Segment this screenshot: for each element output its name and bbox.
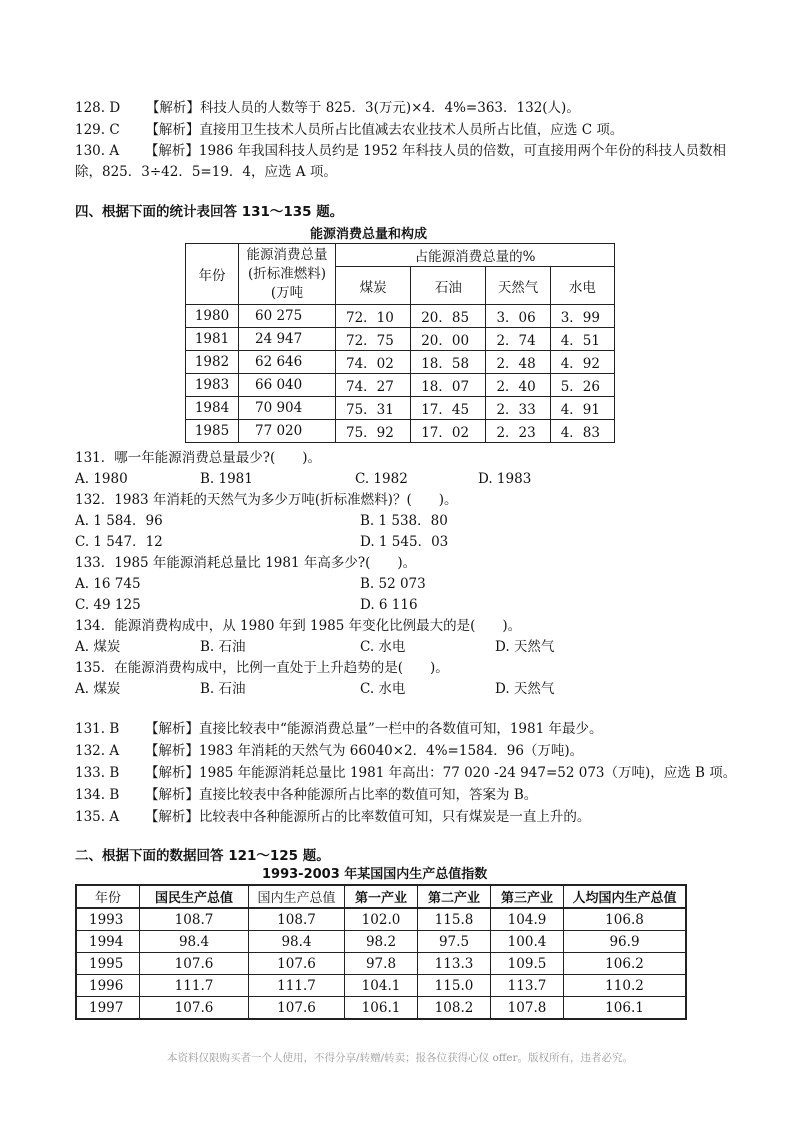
cell: 98.2 <box>345 931 418 953</box>
cell-year: 1984 <box>186 397 239 420</box>
table-row <box>186 397 615 420</box>
cell: 97.5 <box>418 931 491 953</box>
header-gdp: 国内生产总值 <box>249 885 345 908</box>
answer-number: 129. C <box>75 122 120 138</box>
option-b: B. 石油 <box>200 681 246 697</box>
answer-text: 科技人员的人数等于 825．3(万元)×4．4%=363．132(人)。 <box>199 100 580 116</box>
table-row <box>76 953 686 975</box>
answer-tag: 【解析】 <box>145 765 200 781</box>
cell: 113.3 <box>418 953 491 975</box>
question-stem: 133．1985 年能源消耗总量比 1981 年高多少?( )。 <box>75 555 417 571</box>
answer-number: 132. A <box>75 743 120 759</box>
cell: 100.4 <box>491 931 564 953</box>
question-stem: 134．能源消费构成中，从 1980 年到 1985 年变化比例最大的是( )。 <box>75 618 522 634</box>
cell-oil: 20．00 <box>411 328 486 351</box>
cell-oil: 17．45 <box>411 397 486 420</box>
option-c: C. 水电 <box>360 681 406 697</box>
question-stem: 131．哪一年能源消费总量最少?( )。 <box>75 450 322 466</box>
cell: 108.2 <box>418 997 491 1020</box>
option-a: A. 1980 <box>75 471 128 487</box>
cell: 97.8 <box>345 953 418 975</box>
cell-hydro: 4．51 <box>550 328 614 351</box>
answer-number: 128. D <box>75 100 121 116</box>
cell: 98.4 <box>249 931 345 953</box>
header-hydro: 水电 <box>550 267 614 305</box>
header-gas: 天然气 <box>486 267 550 305</box>
table-row <box>186 374 615 397</box>
answer-line-continued: 除，825．3÷42．5=19．4，应选 A 项。 <box>75 164 337 180</box>
cell-gas: 2．23 <box>486 420 550 443</box>
cell: 107.6 <box>140 997 249 1020</box>
cell: 102.0 <box>345 908 418 931</box>
answer-number: 133. B <box>75 765 120 781</box>
section-heading: 四、根据下面的统计表回答 131～135 题。 <box>75 204 344 220</box>
option-b: B. 石油 <box>200 639 246 655</box>
table-title: 1993-2003 年某国国内生产总值指数 <box>262 867 488 882</box>
cell-year: 1980 <box>186 305 239 328</box>
header-total-line3: (万吨 <box>270 284 304 301</box>
cell: 107.6 <box>140 953 249 975</box>
cell-total: 70 904 <box>239 397 336 420</box>
cell-gas: 2．74 <box>486 328 550 351</box>
header-gnp: 国民生产总值 <box>140 885 249 908</box>
header-year: 年份 <box>186 244 239 305</box>
table-row <box>76 931 686 953</box>
cell-coal: 72．10 <box>336 305 411 328</box>
cell: 113.7 <box>491 975 564 997</box>
cell-coal: 74．27 <box>336 374 411 397</box>
cell-year: 1982 <box>186 351 239 374</box>
cell-oil: 17．02 <box>411 420 486 443</box>
answer-line <box>75 808 590 826</box>
cell: 111.7 <box>249 975 345 997</box>
answer-number: 131. B <box>75 721 120 737</box>
table-row <box>186 420 615 443</box>
option-a: A. 1 584．96 <box>75 513 163 529</box>
option-c: C. 49 125 <box>75 597 141 613</box>
cell: 1996 <box>76 975 140 997</box>
cell: 1993 <box>76 908 140 931</box>
cell-hydro: 3．99 <box>550 305 614 328</box>
answer-line <box>75 121 623 139</box>
header-primary: 第一产业 <box>345 885 418 908</box>
option-d: D. 天然气 <box>495 681 555 697</box>
cell: 115.0 <box>418 975 491 997</box>
option-d: D. 6 116 <box>360 597 418 613</box>
answer-text: 直接比较表中“能源消费总量”一栏中的各数值可知，1981 年最少。 <box>199 721 603 737</box>
cell-total: 66 040 <box>239 374 336 397</box>
cell-coal: 74．02 <box>336 351 411 374</box>
cell-coal: 75．92 <box>336 420 411 443</box>
answer-tag: 【解析】 <box>144 143 199 159</box>
option-b: B. 1981 <box>200 471 253 487</box>
cell: 98.4 <box>140 931 249 953</box>
cell-oil: 18．07 <box>411 374 486 397</box>
cell: 115.8 <box>418 908 491 931</box>
table-row <box>186 328 615 351</box>
answer-tag: 【解析】 <box>144 809 199 825</box>
cell-hydro: 4．83 <box>550 420 614 443</box>
cell: 108.7 <box>249 908 345 931</box>
option-c: C. 1982 <box>355 471 408 487</box>
cell-year: 1981 <box>186 328 239 351</box>
answer-line <box>75 142 726 160</box>
header-total-line1: 能源消费总量 <box>246 246 328 263</box>
header-group: 占能源消费总量的% <box>336 244 615 267</box>
answer-line <box>75 99 580 117</box>
answer-number: 134. B <box>75 787 120 803</box>
cell: 107.6 <box>249 953 345 975</box>
cell: 106.1 <box>345 997 418 1020</box>
cell-total: 60 275 <box>239 305 336 328</box>
cell-total: 24 947 <box>239 328 336 351</box>
header-coal: 煤炭 <box>336 267 411 305</box>
question-stem: 132．1983 年消耗的天然气为多少万吨(折标准燃料)？( )。 <box>75 492 458 508</box>
energy-table <box>185 243 615 443</box>
cell: 1994 <box>76 931 140 953</box>
answer-text: 直接比较表中各种能源所占比率的数值可知，答案为 B。 <box>199 787 538 803</box>
header-oil: 石油 <box>411 267 486 305</box>
header-total-line2: (折标准燃料) <box>247 265 327 282</box>
cell: 109.5 <box>491 953 564 975</box>
cell: 1997 <box>76 997 140 1020</box>
table-row <box>76 997 686 1020</box>
gdp-index-table <box>75 884 687 1020</box>
table-row <box>186 351 615 374</box>
answer-text: 1985 年能源消耗总量比 1981 年高出：77 020 -24 947=52 073（万吨)，应选 B 项。 <box>199 765 737 781</box>
table-row <box>76 908 686 931</box>
option-a: A. 煤炭 <box>75 681 121 697</box>
answer-tag: 【解析】 <box>145 122 200 138</box>
answer-text: 1983 年消耗的天然气为 66040×2．4%=1584．96（万吨)。 <box>198 743 584 759</box>
table-row <box>76 975 686 997</box>
answer-line <box>75 764 736 782</box>
option-a: A. 煤炭 <box>75 639 121 655</box>
answer-tag: 【解析】 <box>144 743 199 759</box>
cell-gas: 3．06 <box>486 305 550 328</box>
cell: 106.2 <box>564 953 687 975</box>
cell: 111.7 <box>140 975 249 997</box>
cell-year: 1983 <box>186 374 239 397</box>
cell-gas: 2．40 <box>486 374 550 397</box>
cell: 104.1 <box>345 975 418 997</box>
option-d: D. 天然气 <box>495 639 555 655</box>
option-b: B. 1 538．80 <box>360 513 448 529</box>
cell: 107.6 <box>249 997 345 1020</box>
table-row <box>186 305 615 328</box>
cell-hydro: 5．26 <box>550 374 614 397</box>
header-per-capita: 人均国内生产总值 <box>564 885 687 908</box>
cell: 107.8 <box>491 997 564 1020</box>
header-secondary: 第二产业 <box>418 885 491 908</box>
cell: 96.9 <box>564 931 687 953</box>
cell-oil: 20．85 <box>411 305 486 328</box>
cell: 106.1 <box>564 997 687 1020</box>
option-a: A. 16 745 <box>75 576 141 592</box>
answer-tag: 【解析】 <box>145 787 200 803</box>
table-title: 能源消费总量和构成 <box>310 227 428 242</box>
option-d: D. 1 545．03 <box>360 534 449 550</box>
answer-line <box>75 720 602 738</box>
cell-gas: 2．48 <box>486 351 550 374</box>
cell: 104.9 <box>491 908 564 931</box>
option-d: D. 1983 <box>478 471 532 487</box>
cell-total: 62 646 <box>239 351 336 374</box>
cell-total: 77 020 <box>239 420 336 443</box>
answer-tag: 【解析】 <box>145 721 200 737</box>
answer-line <box>75 742 583 760</box>
cell-coal: 75．31 <box>336 397 411 420</box>
option-c: C. 水电 <box>360 639 406 655</box>
option-c: C. 1 547．12 <box>75 534 163 550</box>
cell: 110.2 <box>564 975 687 997</box>
cell-hydro: 4．91 <box>550 397 614 420</box>
header-total <box>239 244 336 305</box>
footer-notice: 本资料仅限购买者一个人使用，不得分享/转赠/转卖；报各位获得心仪 offer。版权所有，违者必究。 <box>167 1052 633 1064</box>
answer-text: 直接用卫生技术人员所占比值减去农业技术人员所占比值，应选 C 项。 <box>199 122 624 138</box>
answer-line <box>75 786 537 804</box>
option-b: B. 52 073 <box>360 576 426 592</box>
header-year: 年份 <box>76 885 140 908</box>
cell-coal: 72．75 <box>336 328 411 351</box>
answer-text: 比较表中各种能源所占的比率数值可知，只有煤炭是一直上升的。 <box>198 809 591 825</box>
cell-year: 1985 <box>186 420 239 443</box>
section-heading: 二、根据下面的数据回答 121～125 题。 <box>75 848 330 864</box>
answer-tag: 【解析】 <box>145 100 200 116</box>
cell: 108.7 <box>140 908 249 931</box>
answer-number: 130. A <box>75 143 120 159</box>
header-tertiary: 第三产业 <box>491 885 564 908</box>
answer-number: 135. A <box>75 809 120 825</box>
cell-hydro: 4．92 <box>550 351 614 374</box>
question-stem: 135．在能源消费构成中，比例一直处于上升趋势的是( )。 <box>75 660 449 676</box>
cell: 106.8 <box>564 908 687 931</box>
cell: 1995 <box>76 953 140 975</box>
answer-text: 1986 年我国科技人员约是 1952 年科技人员的倍数，可直接用两个年份的科技人员数相 <box>198 143 726 159</box>
cell-gas: 2．33 <box>486 397 550 420</box>
cell-oil: 18．58 <box>411 351 486 374</box>
